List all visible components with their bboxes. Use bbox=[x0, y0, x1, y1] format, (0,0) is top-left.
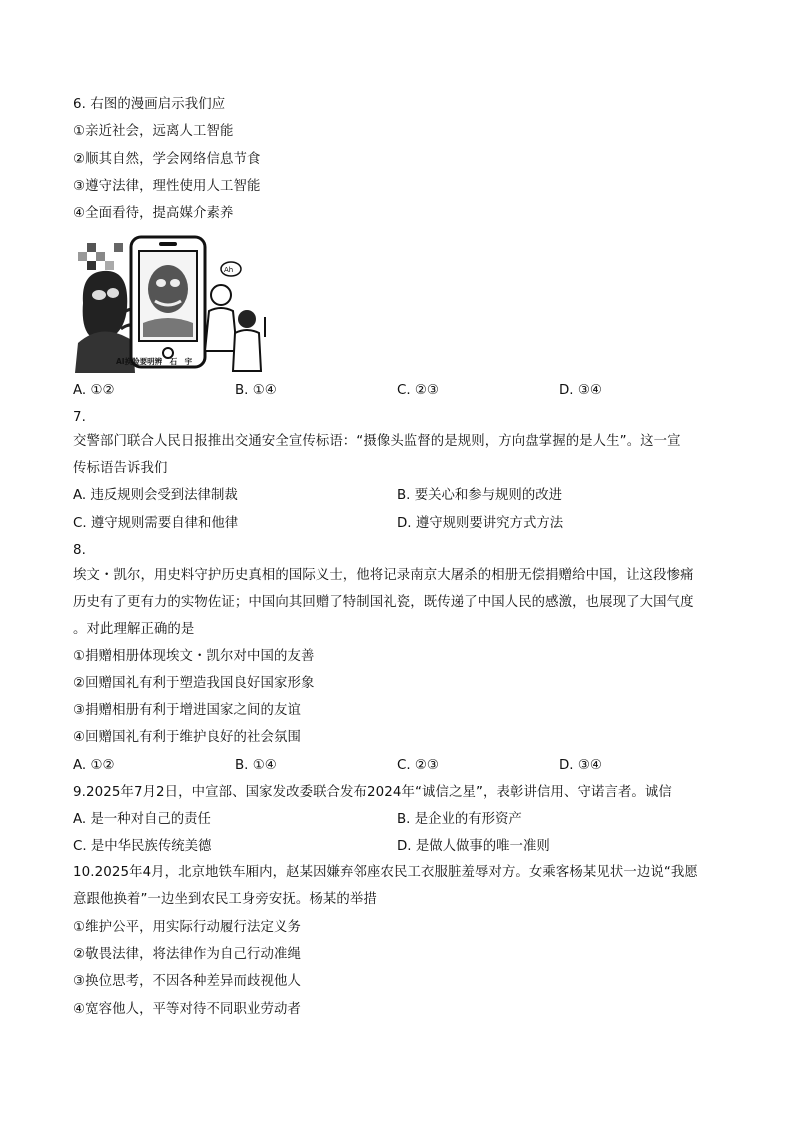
q10-item-2: ②敬畏法律，将法律作为自己行动准绳 bbox=[73, 947, 301, 962]
ai-cartoon-image bbox=[73, 233, 268, 373]
q8-item-2: ②回赠国礼有利于塑造我国良好国家形象 bbox=[73, 676, 315, 691]
q9-option-c[interactable]: C. 是中华民族传统美德 bbox=[73, 839, 212, 854]
q8-option-d[interactable]: D. ③④ bbox=[559, 758, 602, 773]
q7-stem-line2: 传标语告诉我们 bbox=[73, 461, 168, 476]
q7-option-d[interactable]: D. 遵守规则要讲究方式方法 bbox=[397, 516, 564, 531]
q8-stem-line1: 埃文・凯尔，用史料守护历史真相的国际义士，他将记录南京大屠杀的相册无偿捐赠给中国，让这段惨痛 bbox=[73, 568, 694, 583]
q7-stem-line1: 交警部门联合人民日报推出交通安全宣传标语：“摄像头监督的是规则，方向盘掌握的是人生”。这一宣 bbox=[73, 434, 681, 449]
q10-item-1: ①维护公平，用实际行动履行法定义务 bbox=[73, 920, 301, 935]
q6-option-c[interactable]: C. ②③ bbox=[397, 383, 439, 398]
q8-option-b[interactable]: B. ①④ bbox=[235, 758, 277, 773]
q8-item-3: ③捐赠相册有利于增进国家之间的友谊 bbox=[73, 703, 301, 718]
q6-option-b[interactable]: B. ①④ bbox=[235, 383, 277, 398]
cartoon-caption: AI换脸要明辨 石 宇 bbox=[116, 357, 193, 366]
q8-item-4: ④回赠国礼有利于维护良好的社会氛围 bbox=[73, 730, 301, 745]
q6-item-2: ②顺其自然，学会网络信息节食 bbox=[73, 152, 261, 167]
q10-item-4: ④宽容他人，平等对待不同职业劳动者 bbox=[73, 1002, 301, 1017]
q6-item-3: ③遵守法律，理性使用人工智能 bbox=[73, 179, 261, 194]
q10-item-3: ③换位思考，不因各种差异而歧视他人 bbox=[73, 974, 301, 989]
q9-option-b[interactable]: B. 是企业的有形资产 bbox=[397, 812, 522, 827]
q6-option-d[interactable]: D. ③④ bbox=[559, 383, 602, 398]
q10-stem-line2: 意跟他换着”一边坐到农民工身旁安抚。杨某的举措 bbox=[73, 892, 377, 907]
q7-option-b[interactable]: B. 要关心和参与规则的改进 bbox=[397, 488, 562, 503]
svg-text:Ah: Ah bbox=[224, 266, 234, 274]
q6-item-4: ④全面看待，提高媒介素养 bbox=[73, 206, 234, 221]
q8-item-1: ①捐赠相册体现埃文・凯尔对中国的友善 bbox=[73, 649, 315, 664]
q9-stem: 9.2025年7月2日，中宣部、国家发改委联合发布2024年“诚信之星”，表彰讲信用、守诺言者。诚信 bbox=[73, 785, 672, 800]
q8-number: 8. bbox=[73, 543, 86, 558]
q8-option-a[interactable]: A. ①② bbox=[73, 758, 115, 773]
q7-option-c[interactable]: C. 遵守规则需要自律和他律 bbox=[73, 516, 239, 531]
q8-option-c[interactable]: C. ②③ bbox=[397, 758, 439, 773]
q9-option-a[interactable]: A. 是一种对自己的责任 bbox=[73, 812, 211, 827]
q7-option-a[interactable]: A. 违反规则会受到法律制裁 bbox=[73, 488, 238, 503]
q8-stem-line3: 。对此理解正确的是 bbox=[73, 622, 195, 637]
q6-option-a[interactable]: A. ①② bbox=[73, 383, 115, 398]
q8-stem-line2: 历史有了更有力的实物佐证；中国向其回赠了特制国礼瓷，既传递了中国人民的感激，也展现了大国气度 bbox=[73, 595, 694, 610]
q6-item-1: ①亲近社会，远离人工智能 bbox=[73, 124, 234, 139]
q7-number: 7. bbox=[73, 410, 86, 425]
q6-stem: 6. 右图的漫画启示我们应 bbox=[73, 97, 226, 112]
q10-stem-line1: 10.2025年4月，北京地铁车厢内，赵某因嫌弃邻座农民工衣服脏羞辱对方。女乘客杨某见状一边说“我愿 bbox=[73, 865, 698, 880]
q9-option-d[interactable]: D. 是做人做事的唯一准则 bbox=[397, 839, 550, 854]
